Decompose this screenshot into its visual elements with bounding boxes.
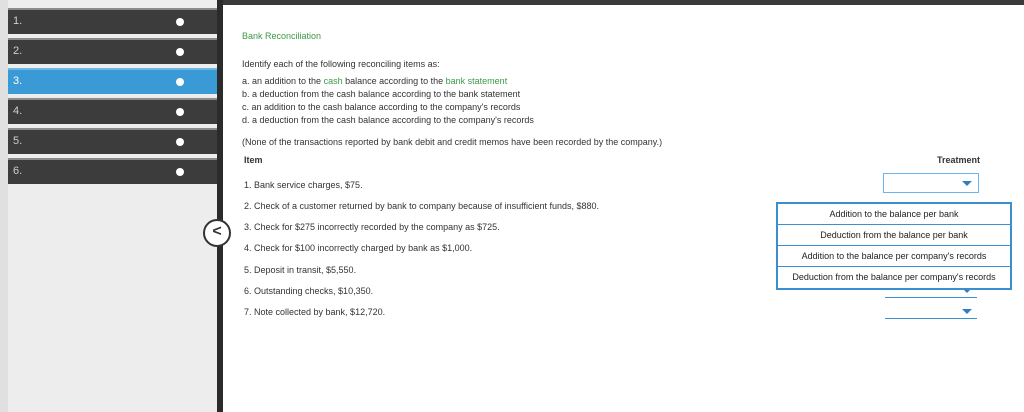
collapse-sidebar-button[interactable]: < [203, 219, 231, 247]
chevron-down-icon [962, 181, 972, 186]
treatment-dropdown-6[interactable] [885, 297, 977, 298]
treatment-dropdown-1[interactable] [883, 173, 979, 193]
item-row: 7. Note collected by bank, $12,720. [244, 307, 386, 317]
glossary-link-cash[interactable]: cash [323, 76, 343, 86]
question-nav [8, 8, 218, 188]
item-row: 4. Check for $100 incorrectly charged by bank as $1,000. [244, 243, 473, 253]
choice-a-text: a. an addition to the [242, 76, 324, 86]
nav-item-6[interactable] [8, 158, 218, 184]
column-header-item: Item [244, 155, 263, 165]
status-dot-icon [176, 18, 184, 26]
item-row: 2. Check of a customer returned by bank to company because of insufficient funds, $880. [244, 201, 600, 211]
nav-item-number: 6. [13, 165, 23, 177]
nav-item-number: 3. [13, 75, 23, 87]
treatment-options-menu [776, 202, 1012, 290]
instruction-text: Identify each of the following reconciling items as: [242, 59, 440, 69]
choice-a-text-mid: balance according to the [342, 76, 446, 86]
option-deduction-bank[interactable]: Deduction from the balance per bank [778, 225, 1010, 246]
treatment-dropdown-7[interactable] [885, 318, 977, 319]
left-strip [0, 0, 8, 412]
chevron-down-icon [962, 309, 972, 314]
choice-a [242, 76, 507, 86]
option-addition-bank[interactable]: Addition to the balance per bank [778, 204, 1010, 225]
nav-item-4[interactable] [8, 98, 218, 124]
nav-item-1[interactable] [8, 8, 218, 34]
choice-c: c. an addition to the cash balance according to the company's records [242, 102, 521, 112]
item-row: 5. Deposit in transit, $5,550. [244, 265, 357, 275]
option-deduction-company[interactable]: Deduction from the balance per company's records [792, 272, 996, 282]
nav-item-number: 4. [13, 105, 23, 117]
item-row: 6. Outstanding checks, $10,350. [244, 286, 374, 296]
column-header-treatment: Treatment [937, 155, 981, 165]
page-title: Bank Reconciliation [242, 31, 322, 41]
note-text: (None of the transactions reported by bank debit and credit memos have been recorded by the company.) [242, 137, 663, 147]
nav-item-2[interactable] [8, 38, 218, 64]
status-dot-icon [176, 168, 184, 176]
nav-item-3[interactable] [8, 68, 218, 94]
question-panel [223, 0, 1024, 412]
choice-d: d. a deduction from the cash balance according to the company's records [242, 115, 534, 125]
nav-item-number: 2. [13, 45, 23, 57]
status-dot-icon [176, 138, 184, 146]
nav-item-number: 5. [13, 135, 23, 147]
choice-b: b. a deduction from the cash balance according to the bank statement [242, 89, 521, 99]
nav-item-5[interactable] [8, 128, 218, 154]
nav-item-number: 1. [13, 15, 23, 27]
item-row: 1. Bank service charges, $75. [244, 180, 363, 190]
status-dot-icon [176, 108, 184, 116]
option-addition-company[interactable]: Addition to the balance per company's records [778, 246, 1010, 267]
glossary-link-bank-statement[interactable]: bank statement [445, 76, 508, 86]
status-dot-icon [176, 78, 184, 86]
status-dot-icon [176, 48, 184, 56]
item-row: 3. Check for $275 incorrectly recorded by the company as $725. [244, 222, 500, 232]
